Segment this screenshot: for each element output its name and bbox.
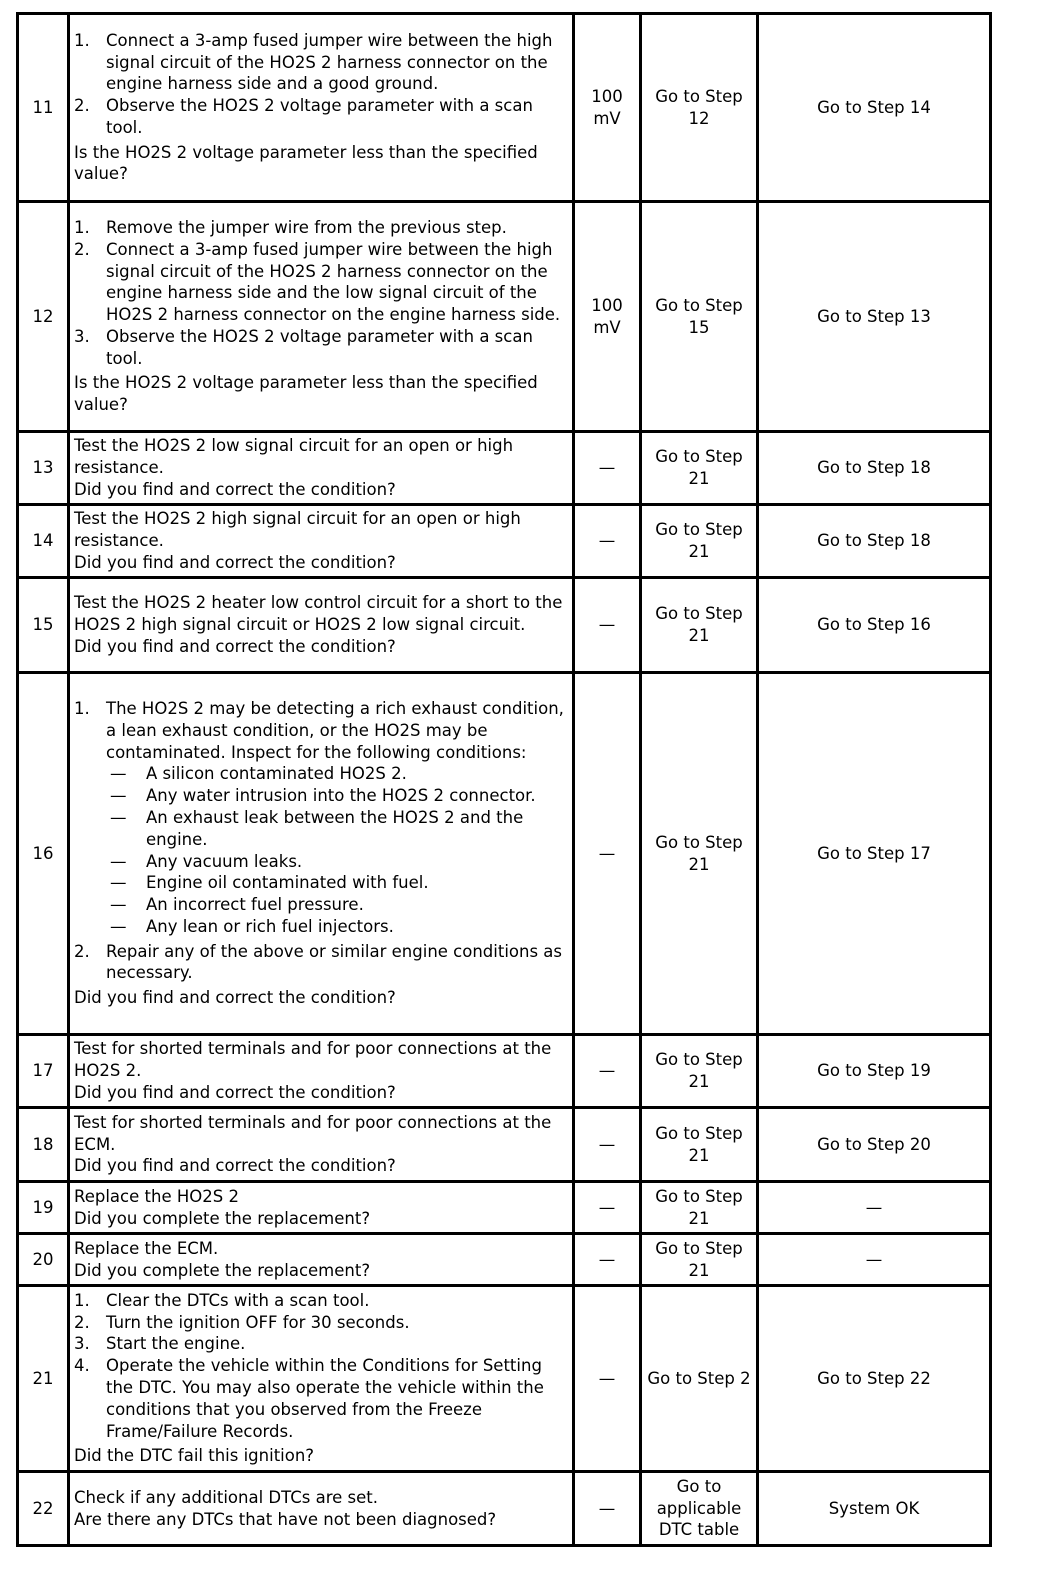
- value-cell: —: [574, 1286, 641, 1472]
- dash: —: [110, 786, 127, 806]
- step-number: 22: [18, 1472, 69, 1546]
- action-cell: [69, 1035, 574, 1108]
- action-text: Check if any additional DTCs are set.: [74, 1487, 378, 1507]
- question-text: Did you find and correct the condition?: [74, 636, 396, 656]
- no-action: Go to Step 14: [758, 14, 991, 202]
- no-action: —: [758, 1234, 991, 1286]
- question-text: Did you find and correct the condition?: [74, 479, 396, 499]
- value-cell: —: [574, 1472, 641, 1546]
- value-cell: —: [574, 1035, 641, 1108]
- list-text: Observe the HO2S 2 voltage parameter with a scan tool.: [106, 326, 533, 368]
- list-text: Operate the vehicle within the Conditions for Setting the DTC. You may also operate the vehicle within the conditions that you observed from the Freeze Frame/Failure Records.: [106, 1356, 544, 1441]
- step-number: 17: [18, 1035, 69, 1108]
- action-text: Test for shorted terminals and for poor connections at the ECM.: [74, 1112, 552, 1154]
- list-number: 2.: [74, 239, 90, 259]
- question-text: Did you find and correct the condition?: [74, 552, 396, 572]
- table-row-step-20: [18, 1234, 991, 1286]
- sub-list-item: An exhaust leak between the HO2S 2 and the engine.: [146, 807, 524, 849]
- action-cell: [69, 1182, 574, 1234]
- yes-action: Go to Step 21: [641, 1035, 758, 1108]
- no-action: Go to Step 19: [758, 1035, 991, 1108]
- value-cell: 100 mV: [574, 202, 641, 432]
- question-text: Is the HO2S 2 voltage parameter less than the specified value?: [74, 373, 538, 415]
- no-action: System OK: [758, 1472, 991, 1546]
- list-number: 2.: [74, 96, 90, 116]
- action-cell: [69, 578, 574, 673]
- step-number: 16: [18, 673, 69, 1035]
- question-text: Are there any DTCs that have not been diagnosed?: [74, 1509, 497, 1529]
- list-text: Observe the HO2S 2 voltage parameter with a scan tool.: [106, 96, 533, 137]
- yes-action: Go to Step 2: [641, 1286, 758, 1472]
- action-text: Replace the HO2S 2: [74, 1186, 239, 1206]
- value-cell: —: [574, 432, 641, 505]
- dash: —: [110, 807, 127, 827]
- action-cell: [69, 505, 574, 578]
- yes-action: Go to Step 21: [641, 578, 758, 673]
- question-text: Is the HO2S 2 voltage parameter less than the specified value?: [74, 142, 538, 184]
- yes-action: Go to Step 12: [641, 14, 758, 202]
- step-number: 18: [18, 1108, 69, 1182]
- list-text: The HO2S 2 may be detecting a rich exhaust condition, a lean exhaust condition, or the HO2S may be contaminated. Inspect for the following conditions:: [106, 698, 564, 762]
- dash: —: [110, 895, 127, 915]
- yes-action: Go to Step 21: [641, 673, 758, 1035]
- yes-action: Go to Step 21: [641, 432, 758, 505]
- list-text: Turn the ignition OFF for 30 seconds.: [106, 1312, 410, 1332]
- yes-action: Go to Step 21: [641, 1234, 758, 1286]
- sub-list-item: An incorrect fuel pressure.: [146, 895, 364, 915]
- step-number: 14: [18, 505, 69, 578]
- action-cell: [69, 1234, 574, 1286]
- yes-action: Go to applicable DTC table: [641, 1472, 758, 1546]
- table-row-step-21: [18, 1286, 991, 1472]
- dash: —: [110, 873, 127, 893]
- dash: —: [110, 851, 127, 871]
- no-action: Go to Step 20: [758, 1108, 991, 1182]
- table-row-step-18: [18, 1108, 991, 1182]
- list-number: 1.: [74, 698, 90, 718]
- question-text: Did you find and correct the condition?: [74, 1082, 396, 1102]
- yes-action: Go to Step 21: [641, 505, 758, 578]
- step-number: 12: [18, 202, 69, 432]
- dash: —: [110, 916, 127, 936]
- question-text: Did you complete the replacement?: [74, 1208, 371, 1228]
- step-number: 21: [18, 1286, 69, 1472]
- list-text: Connect a 3-amp fused jumper wire between the high signal circuit of the HO2S 2 harness connector on the engine harness side and a good ground.: [106, 30, 553, 94]
- action-cell: [69, 673, 574, 1035]
- table-row-step-14: [18, 505, 991, 578]
- sub-list-item: Any vacuum leaks.: [146, 851, 303, 871]
- step-number: 11: [18, 14, 69, 202]
- action-text: Test the HO2S 2 high signal circuit for an open or high resistance.: [74, 509, 521, 551]
- sub-list-item: Any lean or rich fuel injectors.: [146, 916, 394, 936]
- action-cell: [69, 1108, 574, 1182]
- yes-action: Go to Step 21: [641, 1182, 758, 1234]
- no-action: Go to Step 22: [758, 1286, 991, 1472]
- question-text: Did you find and correct the condition?: [74, 1156, 396, 1176]
- value-cell: —: [574, 1182, 641, 1234]
- value-cell: —: [574, 673, 641, 1035]
- list-number: 1.: [74, 217, 90, 237]
- value-cell: —: [574, 1234, 641, 1286]
- action-text: Test the HO2S 2 low signal circuit for an open or high resistance.: [74, 436, 514, 478]
- table-row-step-13: [18, 432, 991, 505]
- action-cell: [69, 432, 574, 505]
- list-number: 2.: [74, 941, 90, 961]
- table-row-step-15: [18, 578, 991, 673]
- no-action: Go to Step 17: [758, 673, 991, 1035]
- sub-list-item: Any water intrusion into the HO2S 2 connector.: [146, 786, 536, 806]
- step-number: 15: [18, 578, 69, 673]
- table-row-step-22: [18, 1472, 991, 1546]
- sub-list: [110, 763, 568, 937]
- action-text: Test for shorted terminals and for poor connections at the HO2S 2.: [74, 1039, 552, 1081]
- no-action: Go to Step 18: [758, 432, 991, 505]
- sub-list-item: Engine oil contaminated with fuel.: [146, 873, 429, 893]
- step-number: 13: [18, 432, 69, 505]
- question-text: Did the DTC fail this ignition?: [74, 1446, 315, 1466]
- list-number: 1.: [74, 30, 90, 50]
- list-number: 2.: [74, 1312, 90, 1332]
- table-row-step-16: [18, 673, 991, 1035]
- action-text: Replace the ECM.: [74, 1238, 219, 1258]
- action-text: Test the HO2S 2 heater low control circuit for a short to the HO2S 2 high signal circuit or HO2S 2 low signal circuit.: [74, 593, 563, 635]
- value-cell: —: [574, 1108, 641, 1182]
- value-cell: —: [574, 578, 641, 673]
- action-cell: [69, 1286, 574, 1472]
- list-text: Remove the jumper wire from the previous step.: [106, 217, 507, 237]
- no-action: —: [758, 1182, 991, 1234]
- value-cell: —: [574, 505, 641, 578]
- table-row-step-19: [18, 1182, 991, 1234]
- table-row-step-11: [18, 14, 991, 202]
- no-action: Go to Step 16: [758, 578, 991, 673]
- action-cell: [69, 202, 574, 432]
- list-text: Clear the DTCs with a scan tool.: [106, 1290, 370, 1310]
- diagnostic-table: [16, 12, 992, 1547]
- list-number: 3.: [74, 1334, 90, 1354]
- list-text: Repair any of the above or similar engine conditions as necessary.: [106, 941, 563, 983]
- list-text: Start the engine.: [106, 1334, 246, 1354]
- sub-list-item: A silicon contaminated HO2S 2.: [146, 764, 407, 784]
- list-number: 4.: [74, 1356, 90, 1376]
- value-cell: 100 mV: [574, 14, 641, 202]
- list-number: 3.: [74, 326, 90, 346]
- question-text: Did you complete the replacement?: [74, 1260, 371, 1280]
- list-number: 1.: [74, 1290, 90, 1310]
- question-text: Did you find and correct the condition?: [74, 988, 396, 1008]
- dash: —: [110, 764, 127, 784]
- no-action: Go to Step 18: [758, 505, 991, 578]
- action-cell: [69, 1472, 574, 1546]
- step-number: 19: [18, 1182, 69, 1234]
- yes-action: Go to Step 15: [641, 202, 758, 432]
- action-cell: [69, 14, 574, 202]
- table-row-step-17: [18, 1035, 991, 1108]
- step-number: 20: [18, 1234, 69, 1286]
- table-row-step-12: [18, 202, 991, 432]
- no-action: Go to Step 13: [758, 202, 991, 432]
- yes-action: Go to Step 21: [641, 1108, 758, 1182]
- list-text: Connect a 3-amp fused jumper wire between the high signal circuit of the HO2S 2 harness connector on the engine harness side and the low signal circuit of the HO2S 2 harness connector on the engine harness side.: [106, 239, 561, 325]
